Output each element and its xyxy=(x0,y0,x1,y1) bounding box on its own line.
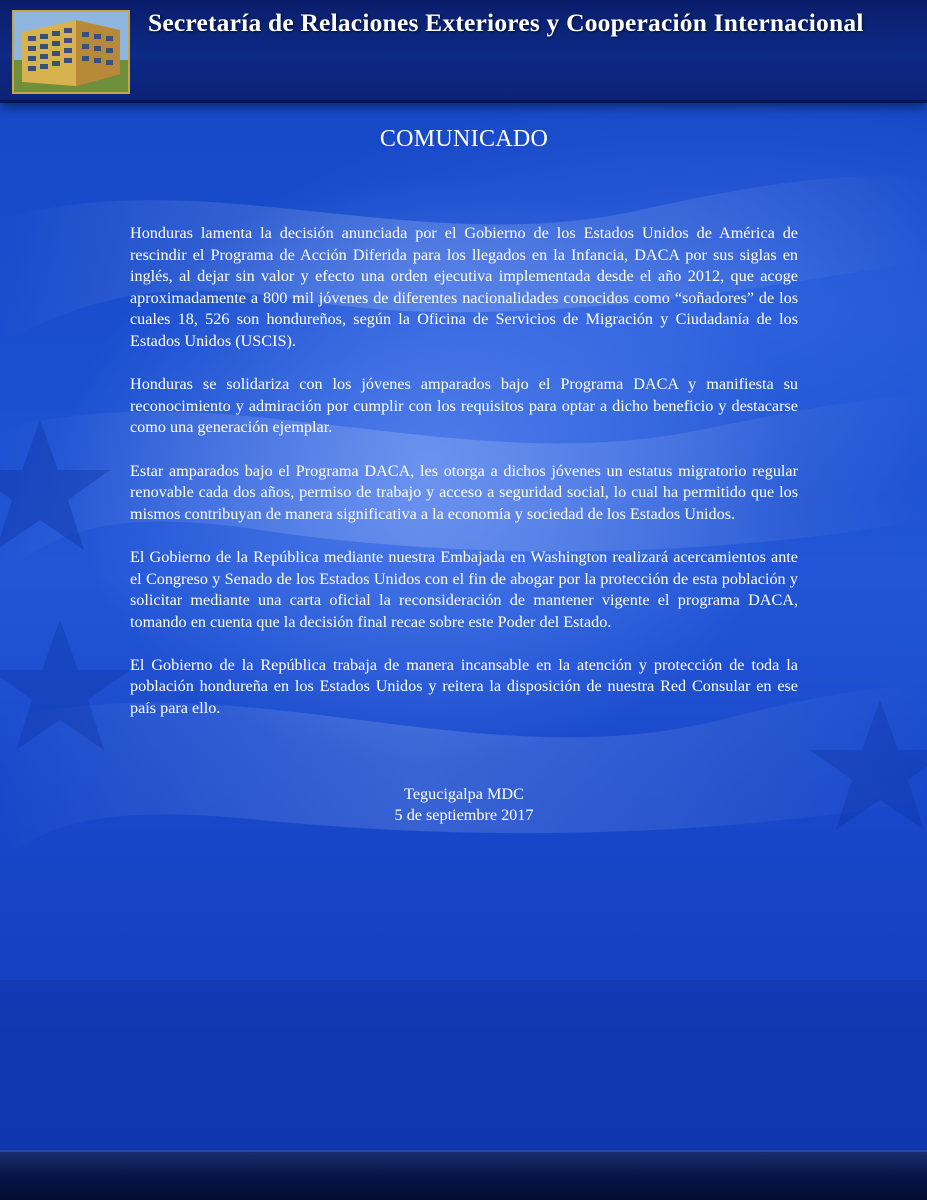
paragraph: El Gobierno de la República trabaja de manera incansable en la atención y protección de toda la población hondureña en los Estados Unidos y reitera la disposición de nuestra Red Consular en ese país para ello. xyxy=(130,655,798,718)
ministry-title: Secretaría de Relaciones Exteriores y Cooperación Internacional xyxy=(148,8,864,37)
building-illustration xyxy=(14,12,128,92)
ministry-header xyxy=(0,0,927,103)
document-title: COMUNICADO xyxy=(379,126,549,152)
page-footer-bar xyxy=(0,1150,927,1200)
signature-place: Tegucigalpa MDC xyxy=(404,784,524,803)
signature-date: 5 de septiembre 2017 xyxy=(394,806,534,825)
paragraph: Honduras se solidariza con los jóvenes amparados bajo el Programa DACA y manifiesta su reconocimiento y admiración por cumplir con los requisitos para optar a dicho beneficio y destacarse como una generación ejemplar. xyxy=(130,375,798,437)
paragraph: Honduras lamenta la decisión anunciada por el Gobierno de los Estados Unidos de América de rescindir el Programa de Acción Diferida para los llegados en la Infancia, DACA por sus siglas en inglés, al dejar sin valor y efecto una orden ejecutiva implementada desde el año 2012, que acoge aproximadamente a 800 mil jóvenes de diferentes nacionalidades conocidos como “soñadores” de los cuales 18, 526 son hondureños, según la Oficina de Servicios de Migración y Ciudadanía de los Estados Unidos (USCIS). xyxy=(130,224,798,350)
ministry-building-image xyxy=(12,10,130,94)
signature-block xyxy=(130,784,798,827)
document-body xyxy=(130,223,798,720)
communique-content xyxy=(130,100,798,827)
paragraph: El Gobierno de la República mediante nuestra Embajada en Washington realizará acercamientos ante el Congreso y Senado de los Estados Unidos con el fin de abogar por la protección de esta población y solicitar mediante una carta oficial la reconsideración de mantener vigente el programa DACA, tomando en cuenta que la decisión final recae sobre este Poder del Estado. xyxy=(130,547,798,631)
paragraph: Estar amparados bajo el Programa DACA, les otorga a dichos jóvenes un estatus migratorio regular renovable cada dos años, permiso de trabajo y acceso a seguridad social, lo cual ha permitido que los mismos contribuyan de manera significativa a la economía y sociedad de los Estados Unidos. xyxy=(130,461,798,523)
